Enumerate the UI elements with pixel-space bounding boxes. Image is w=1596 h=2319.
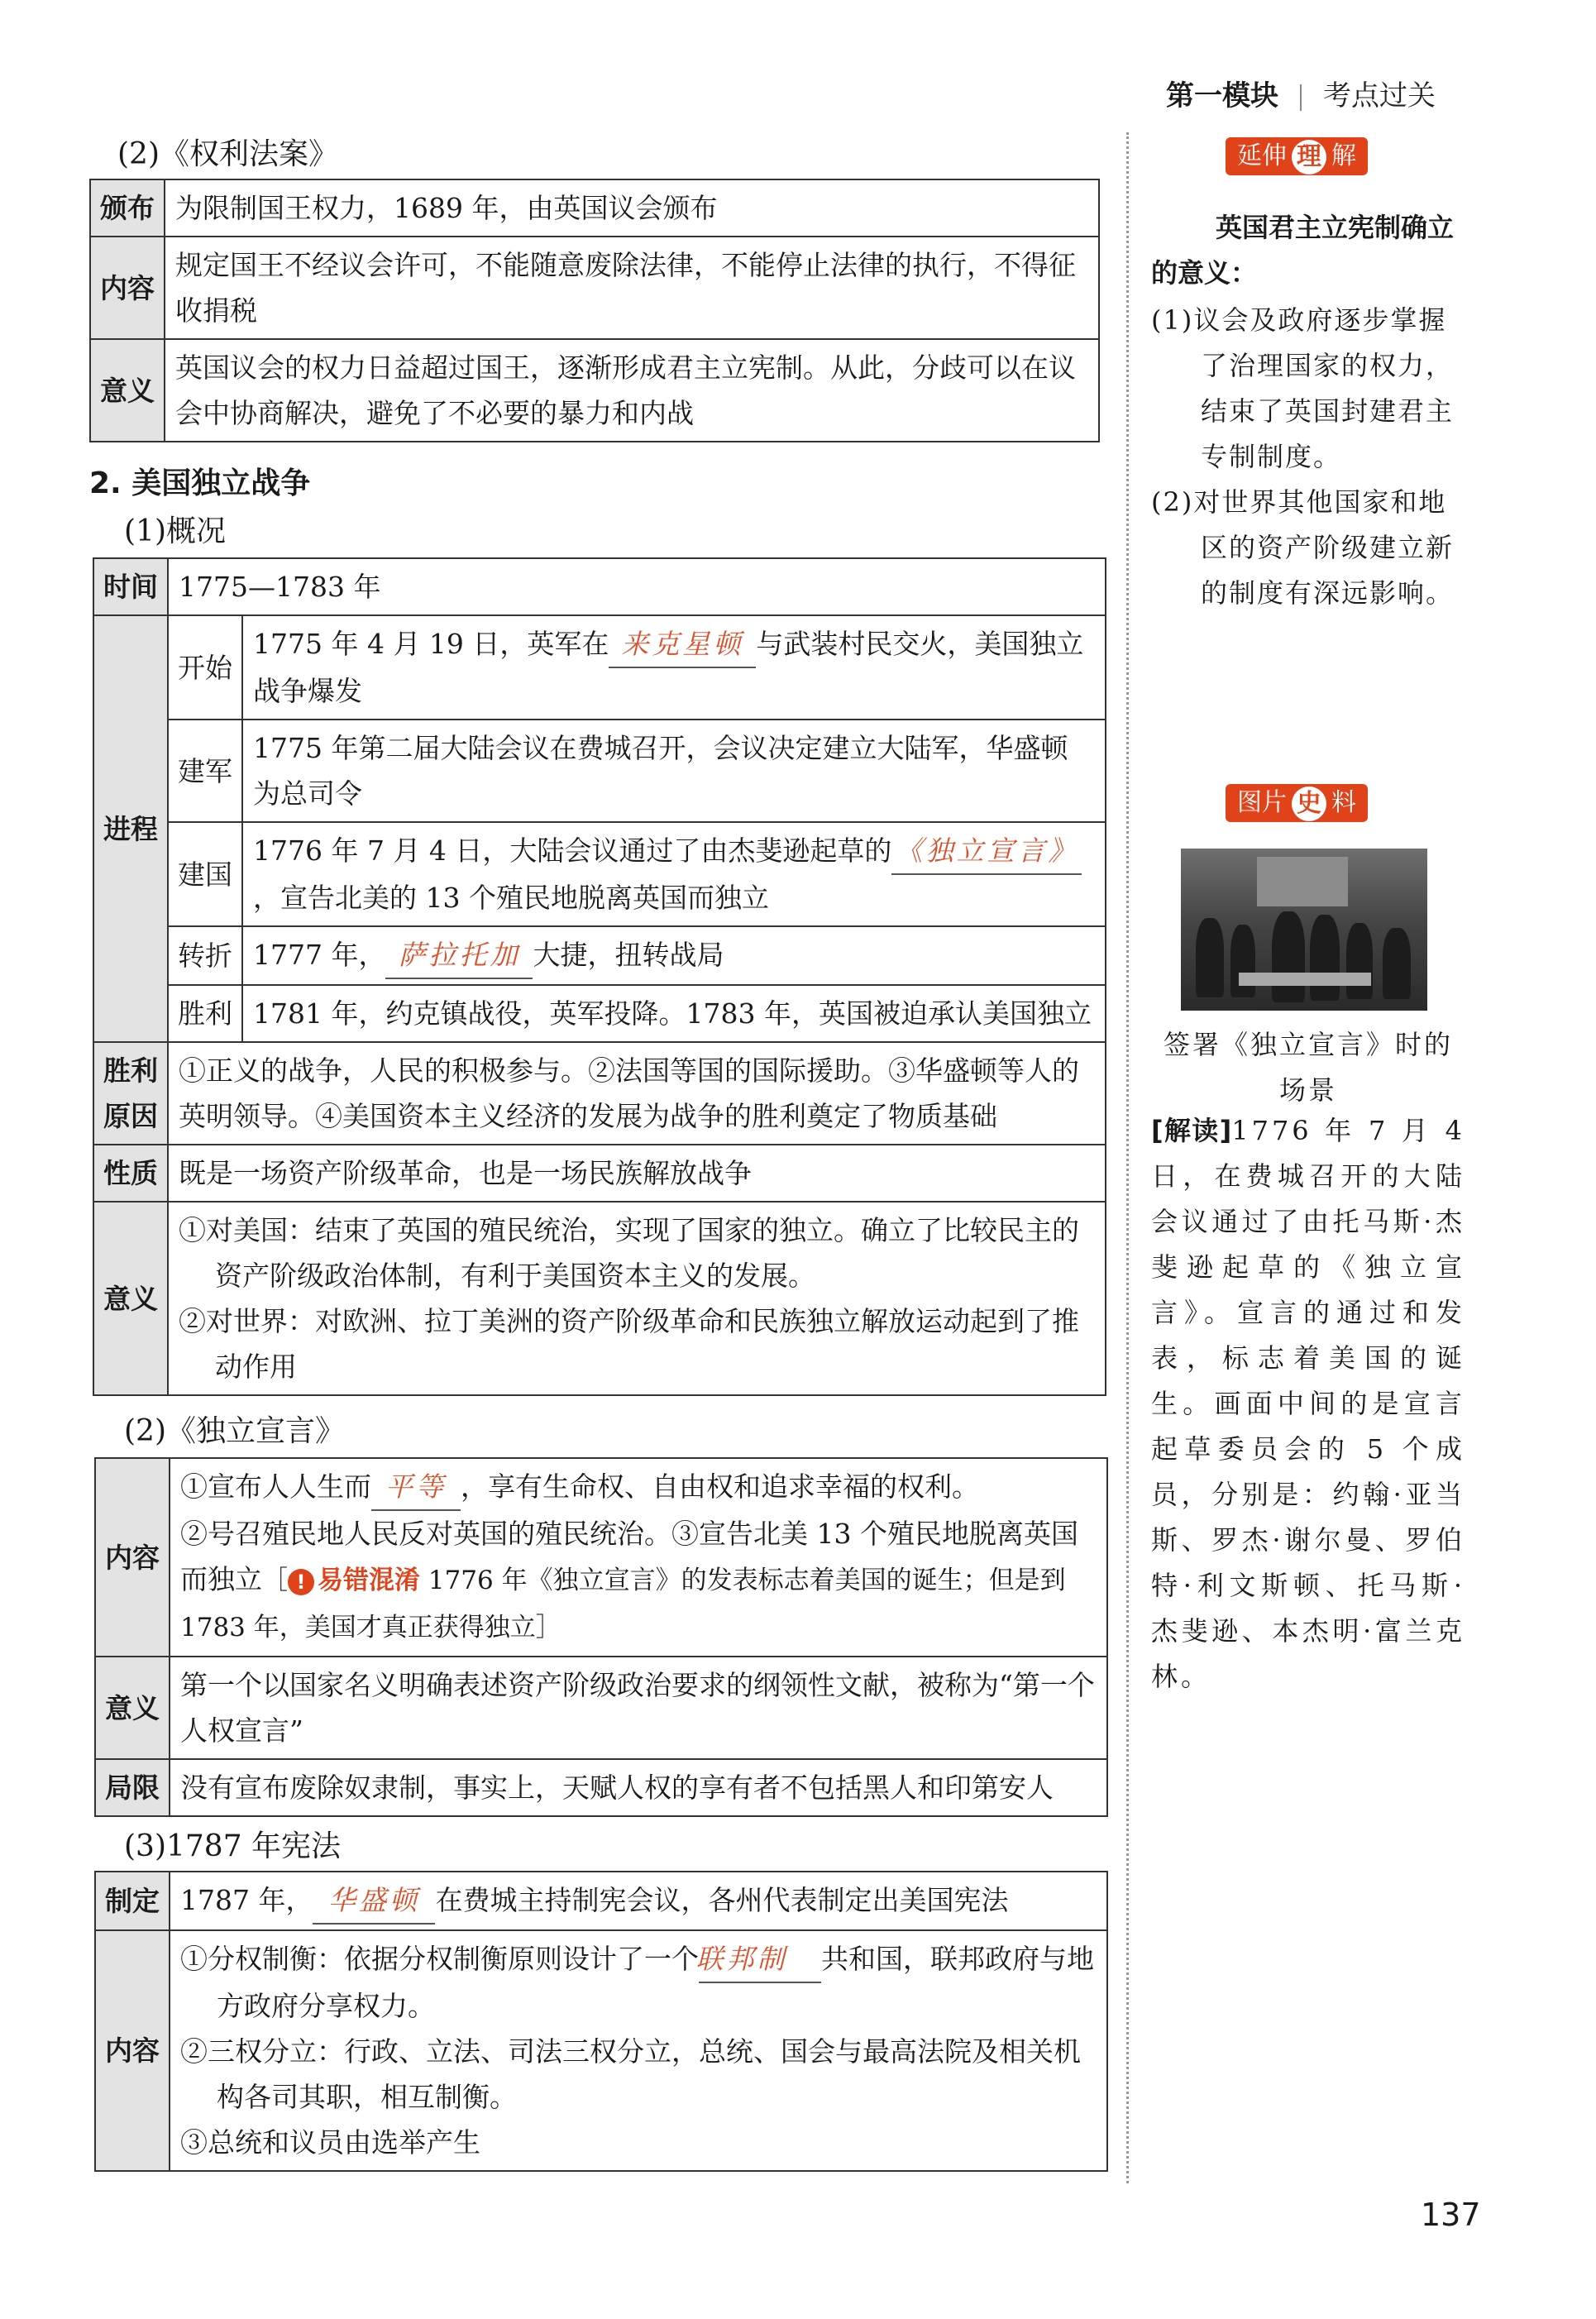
content-item: ②三权分立：行政、立法、司法三权分立，总统、国会与最高法院及相关机构各司其职，相互制衡。 — [180, 2035, 1081, 2113]
process-label: 进程 — [93, 615, 168, 1042]
process-stage-label: 胜利 — [168, 985, 242, 1042]
badge-text: 解 — [1331, 141, 1356, 170]
meaning-text: 第一个以国家名义明确表述资产阶级政治要求的纲领性文献，被称为“第一个人权宣言” — [170, 1657, 1107, 1759]
badge-circle: 理 — [1292, 140, 1326, 175]
alert-icon: ! — [288, 1569, 314, 1595]
table-row — [93, 1202, 1106, 1395]
table-shape — [1239, 973, 1371, 986]
decl-table — [94, 1457, 1108, 1817]
row-label: 内容 — [90, 237, 165, 339]
warning-note: ［ ! 易错混淆 1776 年《独立宣言》的发表标志着美国的诞生；但是到 1783 年，美国才真正获得独立］ — [180, 1566, 1066, 1642]
reason-label: 胜利原因 — [93, 1042, 168, 1145]
process-stage-text — [242, 926, 1106, 985]
table-row — [93, 822, 1106, 926]
figure-shape — [1272, 911, 1305, 1002]
process-stage-text: 1781 年，约克镇战役，英军投降。1783 年，英国被迫承认美国独立 — [242, 985, 1106, 1042]
meaning-label: 意义 — [95, 1657, 170, 1759]
table-row — [95, 1759, 1107, 1816]
warning-label: 易错混淆 — [318, 1566, 420, 1595]
process-stage-text — [242, 822, 1106, 926]
process-stage-text: 1775 年第二届大陆会议在费城召开，会议决定建立大陆军，华盛顿为总司令 — [242, 720, 1106, 822]
header-divider — [1300, 84, 1302, 111]
text: 在费城主持制宪会议，各州代表制定出美国宪法 — [435, 1884, 1009, 1916]
war-overview-heading: (1)概况 — [124, 514, 226, 548]
row-label: 意义 — [90, 339, 165, 442]
content-item — [180, 1464, 1097, 1511]
sidebar-item: (1)议会及政府逐步掌握了治理国家的权力，结束了英国封建君主专制制度。 — [1151, 304, 1455, 472]
bill-table — [89, 179, 1100, 442]
time-value: 1775—1783 年 — [168, 558, 1106, 615]
sidebar-title: 英国君主立宪制确立的意义： — [1151, 212, 1455, 289]
sidebar-item: (2)对世界其他国家和地区的资产阶级建立新的制度有深远影响。 — [1151, 486, 1455, 609]
make-label: 制定 — [95, 1872, 170, 1930]
image-caption: 签署《独立宣言》时的场景 — [1163, 1029, 1453, 1106]
answer-blank: 来克星顿 — [609, 621, 756, 668]
warning-badge — [288, 1566, 420, 1595]
row-label: 颁布 — [90, 179, 165, 237]
table-row — [93, 720, 1106, 822]
process-stage-label: 建国 — [168, 822, 242, 926]
process-stage-label: 转折 — [168, 926, 242, 985]
content-cell — [170, 1458, 1107, 1657]
time-label: 时间 — [93, 558, 168, 615]
figure-shape — [1310, 915, 1340, 1001]
answer-blank: 萨拉托加 — [385, 932, 533, 979]
text: 1777 年， — [253, 939, 386, 971]
page-number: 137 — [1421, 2197, 1481, 2233]
table-row — [93, 615, 1106, 720]
decl-heading: (2)《独立宣言》 — [124, 1414, 345, 1448]
text: 与武装村民交火，美国独立战争爆发 — [253, 628, 1084, 707]
text: ，享有生命权、自由权和追求幸福的权利。 — [461, 1470, 979, 1503]
table-row — [90, 339, 1099, 442]
table-row — [95, 1930, 1107, 2171]
make-text — [170, 1872, 1107, 1930]
badge-text: 延伸 — [1237, 141, 1287, 170]
text: ①分权制衡：依据分权制衡原则设计了一个 — [180, 1943, 699, 1975]
content-item — [180, 1511, 1097, 1651]
bill-heading: (2)《权利法案》 — [117, 137, 338, 171]
table-row — [93, 1042, 1106, 1145]
extend-badge — [1226, 137, 1368, 175]
text: ②号召殖民地人民反对英国的殖民统治。③宣告北美 13 个殖民地脱离英国而独立 — [180, 1518, 1078, 1595]
text: 共和国，联邦政府与地方政府分享权力。 — [217, 1943, 1094, 2022]
badge-text: 图片 — [1237, 788, 1287, 817]
war-table — [93, 557, 1106, 1396]
badge-text: 料 — [1331, 788, 1356, 817]
page-header — [1166, 73, 1436, 113]
meaning-cell — [168, 1202, 1106, 1395]
war-heading: 2. 美国独立战争 — [89, 466, 311, 500]
meaning-label: 意义 — [93, 1202, 168, 1395]
table-row — [90, 179, 1099, 237]
text: 1787 年， — [180, 1884, 313, 1916]
reason-text: ①正义的战争，人民的积极参与。②法国等国的国际援助。③华盛顿等人的英明领导。④美国资本主义经济的发展为战争的胜利奠定了物质基础 — [168, 1042, 1106, 1145]
table-row — [95, 1872, 1107, 1930]
content-cell — [170, 1930, 1107, 2171]
table-row — [93, 926, 1106, 985]
text: 1775 年 4 月 19 日，英军在 — [253, 628, 609, 660]
answer-blank: 华盛顿 — [313, 1877, 435, 1925]
column-divider — [1126, 132, 1129, 2183]
figure-shape — [1346, 923, 1373, 999]
table-row — [95, 1458, 1107, 1657]
const-table — [94, 1871, 1108, 2172]
text: ，宣告北美的 13 个殖民地脱离英国而独立 — [253, 882, 769, 914]
text: 1776 年 7 月 4 日，大陆会议通过了由杰斐逊起草的 — [253, 834, 892, 867]
content-item — [180, 1936, 1097, 2029]
table-row — [93, 1145, 1106, 1202]
module-title: 第一模块 — [1166, 79, 1278, 112]
sidebar-list — [1151, 298, 1465, 616]
figure-shape — [1196, 918, 1224, 997]
figure-shape — [1383, 928, 1411, 999]
answer-blank: 平等 — [371, 1464, 461, 1511]
content-label: 内容 — [95, 1930, 170, 2171]
section-title: 考点过关 — [1323, 79, 1436, 112]
process-stage-label: 建军 — [168, 720, 242, 822]
table-row — [95, 1657, 1107, 1759]
badge-circle: 史 — [1292, 787, 1326, 821]
process-stage-text — [242, 615, 1106, 720]
row-text: 英国议会的权力日益超过国王，逐渐形成君主立宪制。从此，分歧可以在议会中协商解决，避免了不必要的暴力和内战 — [165, 339, 1099, 442]
meaning-item: ②对世界：对欧洲、拉丁美洲的资产阶级革命和民族独立解放运动起到了推动作用 — [179, 1305, 1079, 1383]
const-heading: (3)1787 年宪法 — [124, 1829, 342, 1863]
table-row — [93, 985, 1106, 1042]
row-text: 为限制国王权力，1689 年，由英国议会颁布 — [165, 179, 1099, 237]
warning-text: 1776 年《独立宣言》的发表标志着美国的诞生；但是到 1783 年，美国才真正获得独立 — [180, 1566, 1066, 1642]
limit-text: 没有宣布废除奴隶制，事实上，天赋人权的享有者不包括黑人和印第安人 — [170, 1759, 1107, 1816]
text: ①宣布人人生而 — [180, 1470, 371, 1503]
reading-text: 1776 年 7 月 4 日，在费城召开的大陆会议通过了由托马斯·杰斐逊起草的《独立宣言》。宣言的通过和发表，标志着美国的诞生。画面中间的是宣言起草委员会的 5 个成员，分别是：约翰·亚当斯、罗杰·谢尔曼、罗伯特·利文斯顿、托马斯·杰斐逊、本杰明·富兰克林。 — [1151, 1115, 1465, 1692]
table-row — [90, 237, 1099, 339]
answer-blank: 《独立宣言》 — [891, 828, 1082, 875]
table-row — [93, 558, 1106, 615]
text: 大捷，扭转战局 — [533, 939, 724, 971]
figure-shape — [1230, 925, 1255, 997]
content-label: 内容 — [95, 1458, 170, 1657]
limit-label: 局限 — [95, 1759, 170, 1816]
meaning-item: ①对美国：结束了英国的殖民统治，实现了国家的独立。确立了比较民主的资产阶级政治体制，有利于美国资本主义的发展。 — [179, 1214, 1079, 1292]
content-item: ③总统和议员由选举产生 — [180, 2126, 480, 2159]
flag-shape — [1257, 857, 1348, 906]
process-stage-label: 开始 — [168, 615, 242, 720]
picture-badge — [1226, 784, 1368, 822]
reading-paragraph — [1151, 1108, 1465, 1700]
reading-label: [解读] — [1151, 1115, 1232, 1146]
answer-blank: 联邦制 — [699, 1936, 821, 1983]
nature-text: 既是一场资产阶级革命，也是一场民族解放战争 — [168, 1145, 1106, 1202]
nature-label: 性质 — [93, 1145, 168, 1202]
declaration-signing-image — [1181, 849, 1427, 1011]
row-text: 规定国王不经议会许可，不能随意废除法律，不能停止法律的执行，不得征收捐税 — [165, 237, 1099, 339]
